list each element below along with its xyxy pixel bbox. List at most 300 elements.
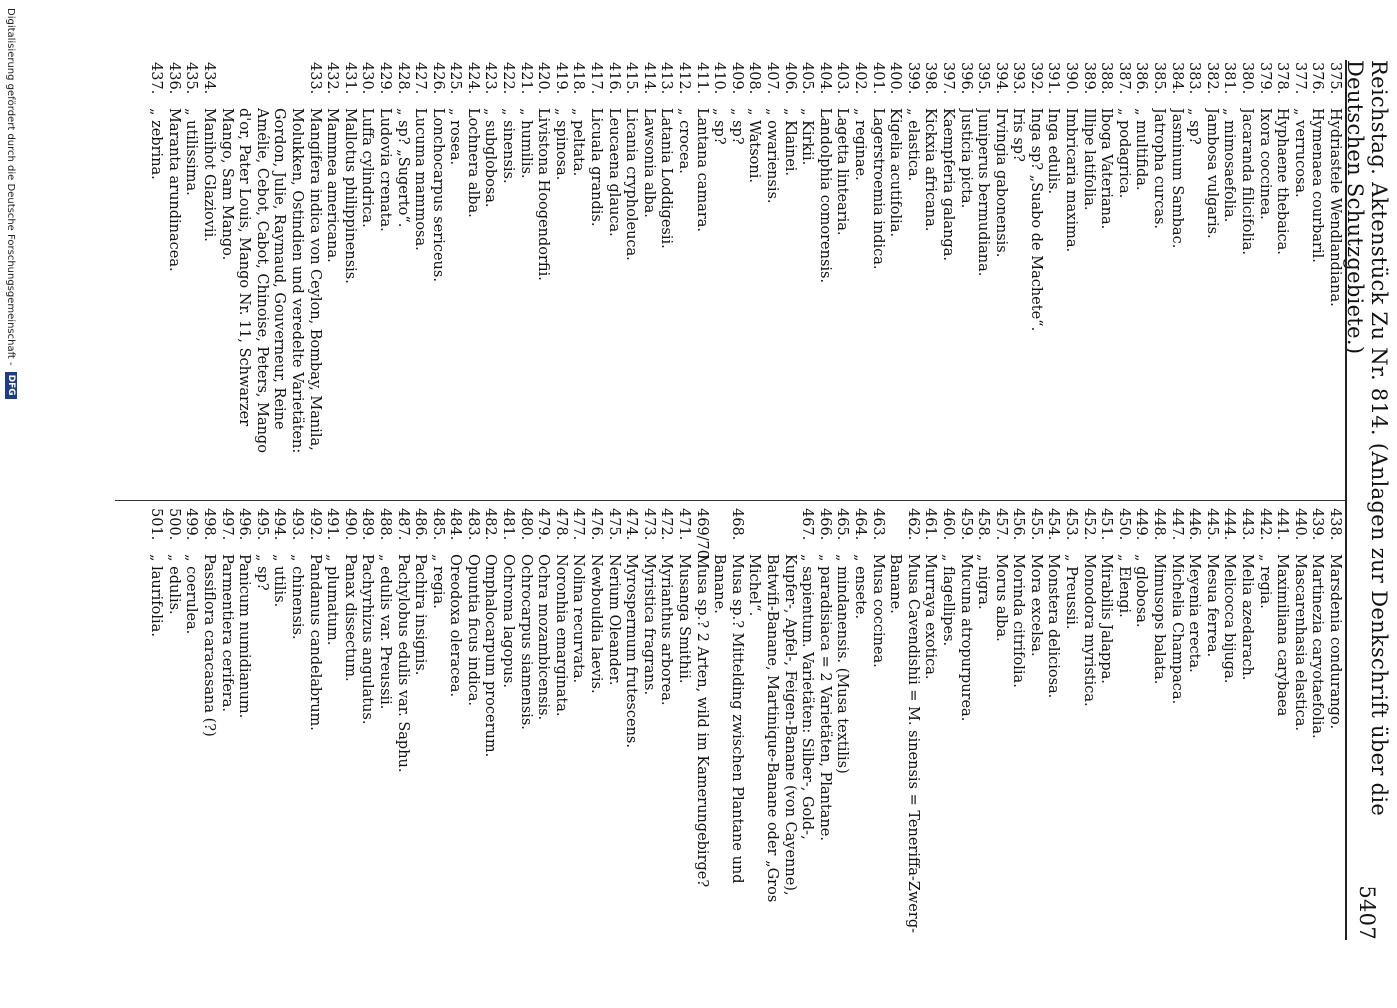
list-item [762, 62, 780, 490]
list-item [903, 62, 921, 490]
entry-number: 434. [201, 62, 217, 95]
entry-number: 378. [1274, 62, 1291, 95]
entry-number: 399. [904, 62, 921, 95]
entry-text: Latania Loddigesii. [658, 108, 675, 249]
entry-text: Lantana camara. [693, 108, 710, 233]
list-item [762, 508, 780, 936]
entry-text: Maximiliana carybaea [1274, 554, 1291, 717]
entry-number: 375. [1327, 62, 1343, 95]
list-item [1167, 508, 1185, 936]
list-item [499, 62, 517, 490]
entry-number: 389. [1080, 62, 1097, 95]
entry-number [235, 62, 253, 108]
list-item [217, 508, 235, 936]
entry-text: Kaempferia galanga. [939, 108, 956, 261]
list-item [199, 62, 217, 490]
entry-text: „ utilis. [271, 554, 288, 608]
entry-number: 437. [148, 62, 165, 95]
entry-number [217, 62, 235, 108]
entry-text: Omphalocarpum procerum. [482, 554, 499, 758]
entry-number: 482. [482, 508, 499, 541]
list-item [1255, 62, 1273, 490]
entry-number: 391. [1045, 62, 1062, 95]
entry-text: „ peltata. [570, 108, 587, 177]
entry-number: 435. [183, 62, 200, 95]
list-item [1308, 62, 1326, 490]
entry-text: Pachylobus edulis var. Saphu. [394, 554, 411, 773]
entry-text: Luffa cylindrica. [359, 108, 376, 228]
entry-number: 490. [341, 508, 358, 541]
entry-number: 491. [324, 508, 341, 541]
list-item [798, 508, 816, 936]
entry-text: „ utilissima. [183, 108, 200, 196]
entry-text: Mangifera indica von Ceylon, Bombay, Manila, [306, 108, 323, 451]
entry-number: 392. [1027, 62, 1044, 95]
entry-text: Irvingia gabonensis. [992, 108, 1009, 258]
entry-text: Ochroma lagopus. [500, 554, 517, 688]
list-item [481, 508, 499, 936]
entry-text: Hymenaea courbaril. [1309, 108, 1326, 263]
entry-text: Ludovia crenata. [376, 108, 393, 232]
list-item [569, 62, 587, 490]
entry-text: Inga sp? „Suabo de Machete“. [1027, 108, 1044, 332]
list-item [657, 508, 675, 936]
entry-text: „ mindanensis. (Musa textilis) [834, 554, 851, 774]
list-item [287, 508, 305, 936]
list-item [692, 508, 710, 936]
entry-number: 433. [306, 62, 323, 95]
entry-text: Mirabilis Jalappa. [1098, 554, 1115, 684]
list-item [850, 62, 868, 490]
entry-number: 444. [1221, 508, 1238, 541]
entry-number: 393. [1010, 62, 1027, 95]
entry-number: 476. [588, 508, 605, 541]
entry-number: 404. [816, 62, 833, 95]
entry-number: 480. [517, 508, 534, 541]
entry-text: Licania crypholeuca. [623, 108, 640, 261]
entry-number: 402. [851, 62, 868, 95]
entry-number: 423. [482, 62, 499, 95]
list-item [182, 508, 200, 936]
entry-text: Nerium Oleander. [605, 554, 622, 686]
list-item [287, 62, 305, 490]
entry-number [710, 508, 728, 554]
entry-text: Iris sp? [1010, 108, 1027, 162]
entry-text: „ sp? „Sugerto“. [394, 108, 411, 228]
entry-text: Myrospermum frutescens. [623, 554, 640, 748]
entry-number [780, 508, 798, 554]
entry-text: Hyphaene thebaica. [1274, 108, 1291, 255]
list-item [305, 508, 323, 936]
entry-text: Juniperus bermudiana. [975, 108, 992, 277]
entry-number: 471. [676, 508, 693, 541]
list-item [1114, 508, 1132, 936]
list-item [921, 508, 939, 936]
list-item [1325, 508, 1343, 936]
entry-text: Noronhia emarginata. [552, 554, 569, 717]
list-item [252, 508, 270, 936]
entry-text: „ sp? [711, 108, 728, 145]
list-item [534, 508, 552, 936]
entry-text: Lawsonia alba. [640, 108, 657, 218]
entry-number: 382. [1203, 62, 1220, 95]
list-item [428, 508, 446, 936]
list-item [991, 62, 1009, 490]
list-item [868, 62, 886, 490]
list-item [1220, 62, 1238, 490]
entry-number: 413. [658, 62, 675, 95]
list-item [1185, 62, 1203, 490]
entry-text: Justicia picta. [957, 108, 974, 209]
list-item [358, 508, 376, 936]
entry-text: Jatropha curcas. [1151, 108, 1168, 230]
entry-number: 432. [324, 62, 341, 95]
entry-text: Passiflora caracasana (?) [201, 554, 217, 737]
entry-text: „ nigra. [975, 554, 992, 610]
entry-number: 385. [1151, 62, 1168, 95]
entry-number: 447. [1168, 508, 1185, 541]
list-item [305, 62, 323, 490]
entry-number: 472. [658, 508, 675, 541]
list-item [1132, 508, 1150, 936]
entry-number: 395. [975, 62, 992, 95]
entry-text: Jasminum Sambac. [1168, 108, 1185, 249]
entry-text: „ zebrina. [148, 108, 165, 180]
list-item [164, 62, 182, 490]
list-item [622, 508, 640, 936]
entry-text: „ laurifolia. [148, 554, 165, 637]
entry-number: 501. [148, 508, 165, 541]
entry-text: Mammea americana. [324, 108, 341, 263]
entry-text: „ subglobosa. [482, 108, 499, 208]
entry-number: 411. [693, 62, 710, 95]
entry-text: Imbricaria maxima. [1063, 108, 1080, 253]
entry-number [745, 508, 763, 554]
entry-number: 419. [552, 62, 569, 95]
list-item [217, 62, 235, 490]
list-item [1237, 62, 1255, 490]
entry-number [287, 62, 305, 108]
entry-number: 426. [429, 62, 446, 95]
list-item [463, 508, 481, 936]
list-item [1325, 62, 1343, 490]
entry-text: „ sinensis. [500, 108, 517, 184]
entry-text: „ multifida. [1133, 108, 1150, 191]
entry-number: 466. [816, 508, 833, 541]
entry-text: „ Elengi. [1115, 554, 1132, 618]
entry-number: 400. [887, 62, 904, 95]
entry-number: 436. [165, 62, 182, 95]
entry-text: „ globosa. [1133, 554, 1150, 628]
list-item [815, 508, 833, 936]
entry-text: „ reginae. [851, 108, 868, 181]
entry-number: 412. [676, 62, 693, 95]
entry-number: 445. [1203, 508, 1220, 541]
entry-text: Landolphia comorensis. [816, 108, 833, 284]
entry-text: Jambosa vulgaris. [1203, 108, 1220, 239]
entry-text: Lochnera alba. [464, 108, 481, 218]
entry-number: 481. [500, 508, 517, 541]
list-item [974, 508, 992, 936]
list-item [1026, 62, 1044, 490]
list-item [1079, 508, 1097, 936]
list-item [1114, 62, 1132, 490]
list-item [551, 508, 569, 936]
entry-text: Ixora coccinea. [1256, 108, 1273, 220]
entry-number: 422. [500, 62, 517, 95]
entry-number: 462. [904, 508, 921, 541]
entry-text: Newbouldia laevis. [588, 554, 605, 694]
list-item [516, 508, 534, 936]
entry-number: 446. [1186, 508, 1203, 541]
entry-number: 450. [1115, 508, 1132, 541]
list-item [657, 62, 675, 490]
entry-text: Banane. [887, 554, 904, 614]
entry-text: Manihot Glaziovii. [201, 108, 217, 242]
entry-text: Myrianthus arborea. [658, 554, 675, 706]
entry-text: Musanga Smithii. [676, 554, 693, 684]
entry-number: 427. [412, 62, 429, 95]
list-item [921, 62, 939, 490]
list-item [1167, 62, 1185, 490]
entry-text: „ owariensis. [764, 108, 780, 204]
entry-number: 377. [1291, 62, 1308, 95]
list-item [1237, 508, 1255, 936]
list-item [147, 62, 165, 490]
entry-number: 467. [799, 508, 816, 541]
entry-number: 439. [1309, 508, 1326, 541]
entry-number: 464. [851, 508, 868, 541]
entry-text: Gordon, Julie, Raymaud, Gouverneur, Reine [271, 108, 288, 430]
list-item [1273, 508, 1291, 936]
entry-text: Mimusops balata. [1151, 554, 1168, 685]
entry-number: 495. [253, 508, 270, 541]
entry-number: 438. [1327, 508, 1343, 541]
entry-text: Pachira insignis. [412, 554, 429, 676]
entry-number: 487. [394, 508, 411, 541]
entry-number: 416. [605, 62, 622, 95]
list-item [323, 62, 341, 490]
entry-text: Panax dissectum. [341, 554, 358, 682]
list-item [147, 508, 165, 936]
entry-text: „ podagrica. [1115, 108, 1132, 199]
entry-number: 388. [1098, 62, 1115, 95]
list-item [1185, 508, 1203, 936]
entry-number: 497. [218, 508, 235, 541]
entry-text: Mango, Sam Mango. [218, 108, 235, 261]
list-item [182, 62, 200, 490]
list-item [1044, 508, 1062, 936]
entry-text: Maranta arundinacea. [165, 108, 182, 272]
entry-number: 384. [1168, 62, 1185, 95]
entry-text: Amélie, Cebot, Cabot, Chinoise, Peters, Mango [253, 108, 270, 453]
list-item [727, 62, 745, 490]
entry-text: Kigelia acutifolia. [887, 108, 904, 238]
entry-number: 418. [570, 62, 587, 95]
entry-number: 460. [939, 508, 956, 541]
entry-number: 461. [922, 508, 939, 541]
entry-text: Melia azedarach. [1239, 554, 1256, 681]
list-item [1202, 508, 1220, 936]
entry-number: 465. [834, 508, 851, 541]
entry-text: „ Kirkii. [799, 108, 816, 166]
list-item [639, 508, 657, 936]
entry-number: 443. [1239, 508, 1256, 541]
list-item [903, 508, 921, 936]
entry-text: Myristica fragrans. [640, 554, 657, 696]
list-item [745, 508, 763, 936]
list-item [1202, 62, 1220, 490]
entry-number: 409. [728, 62, 745, 95]
entry-number: 379. [1256, 62, 1273, 95]
entry-text: Ochra mozambicensis. [535, 554, 552, 721]
list-item [780, 62, 798, 490]
entry-text: „ ensete. [851, 554, 868, 620]
entry-number: 431. [341, 62, 358, 95]
entry-number: 493. [288, 508, 305, 541]
list-item [850, 508, 868, 936]
page-footer [0, 0, 22, 1008]
list-item [974, 62, 992, 490]
entry-number: 381. [1221, 62, 1238, 95]
list-item [815, 62, 833, 490]
list-item [745, 62, 763, 490]
entry-text: Parmentiera cerifera. [218, 554, 235, 712]
entry-number [762, 508, 780, 554]
entry-text: Morus alba. [992, 554, 1009, 642]
list-item [886, 508, 904, 936]
entry-number: 455. [1027, 508, 1044, 541]
entry-number: 453. [1063, 508, 1080, 541]
list-item [235, 508, 253, 936]
entry-text: Mucuna atropurpurea. [957, 554, 974, 722]
entry-text: Kupfer-, Apfel-, Feigen-Banane (von Cayenne), [781, 554, 798, 896]
entry-text: „ edulis. [165, 554, 182, 615]
page-number: 5407 [1355, 885, 1379, 940]
list-item [270, 508, 288, 936]
entry-number: 396. [957, 62, 974, 95]
entry-number: 410. [711, 62, 728, 95]
entry-number: 449. [1133, 508, 1150, 541]
entry-text: „ regia. [1256, 554, 1273, 609]
entry-number: 441. [1274, 508, 1291, 541]
entry-number: 403. [834, 62, 851, 95]
entry-number: 452. [1080, 508, 1097, 541]
list-item [1220, 508, 1238, 936]
list-item [1009, 62, 1027, 490]
list-item [164, 508, 182, 936]
list-item [1044, 62, 1062, 490]
list-item [639, 62, 657, 490]
entry-text: Licuala grandis. [588, 108, 605, 227]
list-item [604, 508, 622, 936]
entry-text: „ Preussii. [1063, 554, 1080, 630]
list-item [1097, 62, 1115, 490]
list-item [780, 508, 798, 936]
list-item [481, 62, 499, 490]
entry-number: 468. [728, 508, 745, 541]
entry-text: Hydriastele Wendlandiana. [1327, 108, 1343, 307]
entry-text: „ coerulea. [183, 554, 200, 635]
column-divider [115, 500, 1345, 501]
entry-number: 492. [306, 508, 323, 541]
list-item [938, 62, 956, 490]
entry-number: 401. [869, 62, 886, 95]
list-item [710, 62, 728, 490]
entry-text: „ Klainei. [781, 108, 798, 177]
list-item [463, 62, 481, 490]
entry-number: 483. [464, 508, 481, 541]
entry-text: Musa coccinea. [869, 554, 886, 668]
entry-text: Mallotus philippinensis. [341, 108, 358, 284]
entry-number: 473. [640, 508, 657, 541]
entry-number: 405. [799, 62, 816, 95]
entry-text: „ paradisiaca = 2 Varietäten, Plantane. [816, 554, 833, 841]
entry-text: Musa sp.? 2 Arten, wild im Kamerungebirge? [693, 554, 710, 888]
list-item [270, 62, 288, 490]
entry-number: 430. [359, 62, 376, 95]
entry-text: „ flagellipes. [939, 554, 956, 647]
entry-text: „ chinensis. [288, 554, 305, 640]
entry-text: Nolina recurvata. [570, 554, 587, 684]
entry-text: „ plumatum. [324, 554, 341, 646]
entry-number: 406. [781, 62, 798, 95]
entry-number: 457. [992, 508, 1009, 541]
list-item [428, 62, 446, 490]
entry-number: 459. [957, 508, 974, 541]
list-item [1290, 62, 1308, 490]
list-item [886, 62, 904, 490]
list-item [1132, 62, 1150, 490]
entry-text: Lucuma mammosa. [412, 108, 429, 251]
entry-number: 494. [271, 508, 288, 541]
entry-text: Illipe latifolia. [1080, 108, 1097, 211]
entry-number: 500. [165, 508, 182, 541]
header-title: Reichstag. Aktenstück Zu Nr. 814. (Anlagen zur Denkschrift über die Deutschen Schutzgebiete.) [1343, 60, 1391, 817]
list-item [674, 62, 692, 490]
entry-text: Iboga Vateriana. [1098, 108, 1115, 230]
list-item [1149, 508, 1167, 936]
entry-text: Melicocca bijuga. [1221, 554, 1238, 684]
entry-text: „ edulis var. Preussii. [376, 554, 393, 710]
entry-text: „ mimosaefolia. [1221, 108, 1238, 223]
entry-text: Kickxia africana. [922, 108, 939, 232]
entry-number: 424. [464, 62, 481, 95]
list-item [991, 508, 1009, 936]
list-item [798, 62, 816, 490]
entry-number: 486. [412, 508, 429, 541]
list-item [1062, 62, 1080, 490]
list-item [1026, 508, 1044, 936]
list-item [446, 62, 464, 490]
entry-text: Musa Cavendishii = M. sinensis = Teneriffa-Zwerg- [904, 554, 921, 934]
entry-text: „ elastica. [904, 108, 921, 182]
entry-number: 394. [992, 62, 1009, 95]
entry-text: Ochrocarpus siamensis. [517, 554, 534, 730]
entry-text: Livistona Hoogendorfii. [535, 108, 552, 281]
entry-number: 442. [1256, 508, 1273, 541]
entry-text: Mascarenhasia elastica. [1291, 554, 1308, 732]
entry-text: Inga edulis. [1045, 108, 1062, 195]
header-rule [1345, 60, 1347, 940]
entry-number: 498. [201, 508, 217, 541]
page-header [1345, 60, 1389, 940]
entry-number: 456. [1010, 508, 1027, 541]
entry-number: 484. [447, 508, 464, 541]
entry-number: 425. [447, 62, 464, 95]
list-item [323, 508, 341, 936]
list-item [393, 508, 411, 936]
